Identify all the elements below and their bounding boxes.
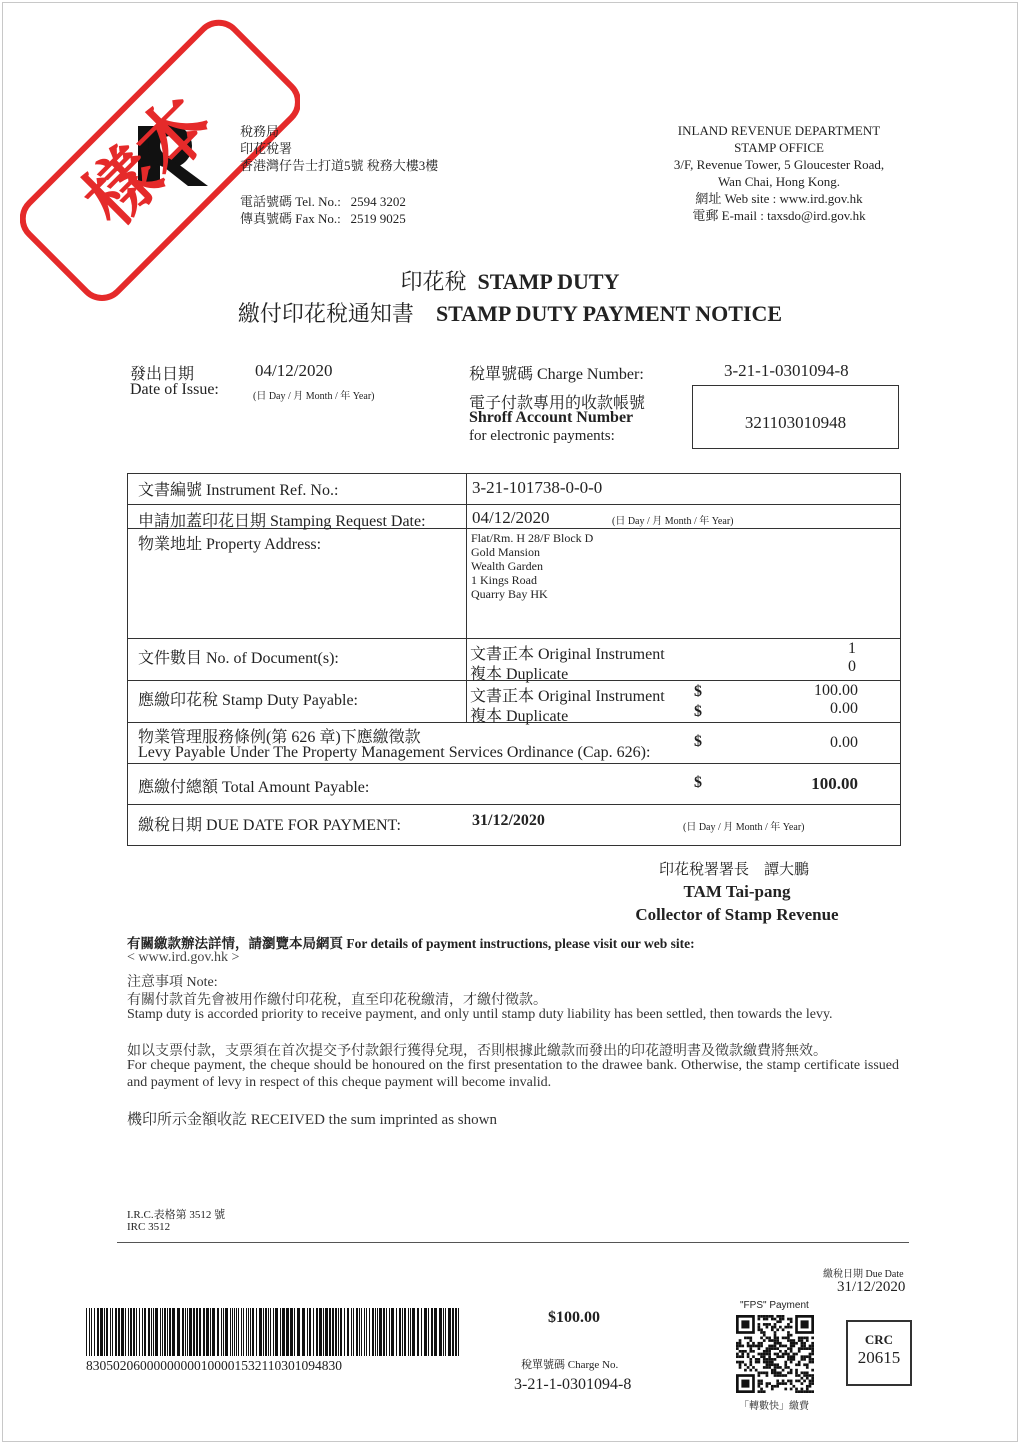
- office-zh: 印花稅署: [240, 141, 293, 156]
- issue-label-zh: 發出日期: [130, 366, 195, 383]
- slip-charge-number: 3-21-1-0301094-8: [514, 1376, 632, 1393]
- crc-label: CRC: [864, 1332, 894, 1347]
- instrument-ref: 3-21-101738-0-0-0: [472, 478, 603, 497]
- title-zh: 印花稅: [400, 269, 467, 294]
- note2-zh: 如以支票付款，支票須在首次提交予付款銀行獲得兌現，否則根據此繳款而發出的印花證明書及徵款繳費將無效。: [127, 1044, 827, 1059]
- docs-original-label: 文書正本 Original Instrument: [470, 646, 665, 663]
- shroff-label-en2: for electronic payments:: [469, 428, 615, 444]
- levy-amount: 0.00: [830, 734, 858, 751]
- stamping-date: 04/12/2020: [472, 508, 550, 527]
- barcode-icon: [86, 1308, 462, 1356]
- levy-currency: $: [694, 733, 702, 750]
- fps-label-zh: 「轉數快」繳費: [739, 1401, 809, 1412]
- barcode-number: 830502060000000001000015321103010948​30: [86, 1358, 342, 1373]
- stamping-date-format: (日 Day / 月 Month / 年 Year): [612, 516, 734, 527]
- fps-qr-code-icon[interactable]: [736, 1315, 814, 1393]
- note2-en: For cheque payment, the cheque should be honoured on the first presentation to the drawee bank. Otherwise, the stamp certificate issued and payment of levy in respect of this cheque payment will become invalid.: [127, 1058, 899, 1090]
- slip-due-date-label: 繳稅日期 Due Date: [823, 1269, 904, 1280]
- signature-name-en: TAM Tai-pang: [683, 882, 791, 901]
- note1-zh: 有關付款首先會被用作繳付印花稅，直至印花稅繳清，才繳付徵款。: [127, 993, 547, 1008]
- crc-box: [846, 1320, 912, 1386]
- duty-original-currency: $: [694, 683, 702, 700]
- total-label: 應繳付總額 Total Amount Payable:: [138, 779, 370, 796]
- tel-number: 2594 3202: [350, 194, 406, 209]
- details-heading: 有關繳款辦法詳情，請瀏覽本局網頁 For details of payment instructions, please visit our web site:: [127, 936, 695, 951]
- shroff-label-en: Shroff Account Number: [469, 409, 634, 426]
- shroff-box: [692, 385, 899, 449]
- received-text: 機印所示金額收訖 RECEIVED the sum imprinted as shown: [127, 1112, 497, 1128]
- docs-label: 文件數目 No. of Document(s):: [138, 650, 339, 667]
- issue-date: 04/12/2020: [255, 361, 333, 380]
- issue-label-en: Date of Issue:: [130, 381, 219, 398]
- levy-label-zh: 物業管理服務條例(第 626 章)下應繳徵款: [138, 729, 421, 746]
- duty-original-label: 文書正本 Original Instrument: [470, 688, 665, 705]
- address-line2: Wan Chai, Hong Kong.: [717, 174, 841, 189]
- website: 網址 Web site : www.ird.gov.hk: [695, 191, 863, 206]
- property-line: Flat/Rm. H 28/F Block D: [471, 531, 594, 545]
- fps-label: "FPS" Payment: [740, 1300, 809, 1311]
- property-address: [471, 531, 593, 601]
- duty-duplicate-amount: 0.00: [830, 700, 858, 717]
- sample-stamp-text: 樣本: [67, 80, 229, 242]
- note-label: 注意事項 Note:: [127, 975, 218, 990]
- due-date-format: (日 Day / 月 Month / 年 Year): [683, 822, 805, 833]
- title-line1: [0, 265, 1020, 296]
- header-contacts: [240, 193, 406, 227]
- property-line: Quarry Bay HK: [471, 587, 548, 601]
- shroff-number: 321103010948: [744, 413, 847, 432]
- duty-duplicate-label: 複本 Duplicate: [470, 708, 569, 725]
- form-number-en: IRC 3512: [127, 1221, 171, 1233]
- notes-website[interactable]: < www.ird.gov.hk >: [127, 950, 240, 965]
- total-amount: 100.00: [811, 774, 858, 793]
- title-line2: [0, 297, 1020, 328]
- charge-number: 3-21-1-0301094-8: [724, 361, 849, 380]
- duty-original-amount: 100.00: [814, 682, 858, 699]
- property-label: 物業地址 Property Address:: [138, 536, 322, 553]
- slip-amount: $100.00: [548, 1309, 600, 1326]
- instrument-ref-label: 文書編號 Instrument Ref. No.:: [138, 482, 339, 499]
- property-line: 1 Kings Road: [471, 573, 537, 587]
- signature-title-en: Collector of Stamp Revenue: [635, 905, 839, 924]
- dept-zh: 稅務局: [240, 124, 280, 139]
- address-line1: 3/F, Revenue Tower, 5 Gloucester Road,: [673, 157, 885, 172]
- tel-label: 電話號碼 Tel. No.:: [240, 194, 341, 209]
- note1-en: Stamp duty is accorded priority to receive payment, and only until stamp duty liability has been settled, then towards the levy.: [127, 1007, 833, 1022]
- form-number-zh: I.R.C.表格第 3512 號: [127, 1209, 226, 1221]
- address-zh: 香港灣仔告士打道5號 稅務大樓3樓: [240, 158, 439, 173]
- shroff-label-zh: 電子付款專用的收款帳號: [469, 395, 646, 412]
- property-line: Gold Mansion: [471, 545, 540, 559]
- crc-value: 20615: [857, 1348, 901, 1367]
- email: 電郵 E-mail : taxsdo@ird.gov.hk: [692, 208, 866, 223]
- duty-label: 應繳印花稅 Stamp Duty Payable:: [138, 692, 358, 709]
- header-right: [640, 122, 918, 224]
- docs-duplicate-label: 複本 Duplicate: [470, 666, 569, 683]
- title-en: STAMP DUTY: [477, 269, 620, 294]
- slip-due-date: 31/12/2020: [837, 1279, 906, 1295]
- payment-table: [127, 473, 901, 846]
- fax-number: 2519 9025: [350, 211, 406, 226]
- slip-divider: [117, 1242, 909, 1243]
- duty-duplicate-currency: $: [694, 703, 702, 720]
- signature-title-zh: 印花稅署署長 譚大鵬: [659, 862, 810, 878]
- levy-label-en: Levy Payable Under The Property Management Services Ordinance (Cap. 626):: [138, 744, 651, 761]
- total-currency: $: [694, 774, 702, 791]
- slip-charge-label: 稅單號碼 Charge No.: [521, 1359, 619, 1371]
- subtitle-zh: 繳付印花稅通知書: [237, 301, 414, 326]
- issue-date-format: (日 Day / 月 Month / 年 Year): [253, 391, 375, 402]
- dept-en: INLAND REVENUE DEPARTMENT: [677, 123, 881, 138]
- header-left: [240, 123, 438, 174]
- due-date: 31/12/2020: [472, 812, 545, 829]
- docs-duplicate-count: 0: [848, 658, 856, 675]
- docs-original-count: 1: [848, 640, 856, 657]
- office-en: STAMP OFFICE: [734, 140, 824, 155]
- subtitle-en: STAMP DUTY PAYMENT NOTICE: [435, 301, 783, 326]
- fax-label: 傳真號碼 Fax No.:: [240, 211, 341, 226]
- stamping-date-label: 申請加蓋印花日期 Stamping Request Date:: [138, 513, 426, 530]
- due-label: 繳稅日期 DUE DATE FOR PAYMENT:: [138, 817, 401, 834]
- property-line: Wealth Garden: [471, 559, 543, 573]
- charge-label: 稅單號碼 Charge Number:: [469, 366, 644, 383]
